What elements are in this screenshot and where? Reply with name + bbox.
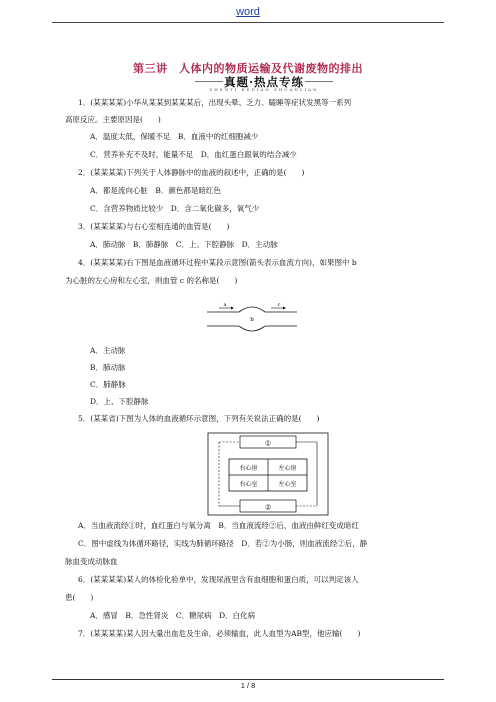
diagram2-label-1: ①	[264, 439, 272, 448]
question-1-line1: 1．(某某某某)小华从某某到某某某后，出现头晕、乏力、瞌睡等症状发黑等一系列	[78, 98, 352, 107]
question-6-line2: 患( )	[65, 593, 94, 602]
q1-options-ab: A．温度太低，保暖不足 B．血液中的红细胞减少	[90, 132, 259, 141]
question-3: 3．(某某某某)与右心室相连通的血管是( )	[78, 222, 230, 231]
q5-options-ab: A．当血液流经①时，血红蛋白与氧分离 B．当血液流经②后，血液由鲜红变成暗红	[78, 521, 359, 530]
banner-pinyin-text: ZHENTI REDIAN ZHUANLIAN	[209, 87, 319, 92]
q4-option-d: D．上、下腔静脉	[90, 397, 149, 406]
page-title: 第三讲 人体内的物质运输及代谢废物的排出	[133, 62, 363, 75]
q2-options-ab: A．都是流向心脏 B．颜色都是暗红色	[90, 186, 221, 195]
question-1	[78, 97, 351, 108]
vessel-diagram	[205, 302, 299, 336]
q4-option-a: A．主动脉	[90, 346, 126, 355]
diagram2-label-2: ②	[264, 503, 272, 512]
question-4-line2: 为心脏的左心房和左心室，则血管 c 的名称是( )	[65, 276, 238, 285]
question-4: 4．(某某某某)右下图是血液循环过程中某段示意图(箭头表示血流方向)，如果图中 b	[78, 258, 357, 267]
q2-options-cd: C．含营养物质比较少 D．含二氧化碳多，氧气少	[90, 204, 260, 213]
diagram2-left-ventricle: 左心室	[278, 481, 297, 488]
banner-right-line	[305, 81, 333, 82]
q5-options-cd-cont: 脉血变成动脉血	[65, 557, 118, 566]
question-7: 7．(某某某某)某人因大量出血危及生命，必须输血，此人血型为AB型，他应输( )	[78, 629, 361, 638]
question-2: 2．(某某某某)下列关于人体静脉中的血液的叙述中，正确的是( )	[78, 168, 305, 177]
circulation-diagram	[207, 432, 329, 516]
q5-options-cd: C．图中虚线为体循环路径，实线为肺循环路径 D．若②为小肠，则血液流经②后，静	[78, 539, 368, 548]
diagram2-right-ventricle: 右心室	[239, 481, 258, 488]
question-6: 6．(某某某某)某人的体检化验单中，发现尿液里含有血细胞和蛋白质，可以判定该人	[78, 575, 359, 584]
diagram1-label-b: b	[250, 317, 254, 323]
header-rule	[52, 22, 444, 23]
banner-main-text: 真题·热点专练	[223, 75, 304, 89]
question-5: 5．(某某省)下图为人体的血液循环示意图，下列有关说法正确的是( )	[78, 414, 320, 423]
q3-options: A．肺动脉 B．肺静脉 C．上、下腔静脉 D．主动脉	[90, 240, 278, 249]
footer-rule	[52, 679, 444, 680]
diagram1-label-c: c	[277, 302, 281, 308]
question-1-line2: 高原反应。主要原因是( )	[65, 115, 161, 124]
page-number: 1 / 8	[240, 681, 256, 690]
q6-options: A．感冒 B．急性肾炎 C．糖尿病 D．白化病	[90, 611, 256, 620]
q4-option-b: B．肺动脉	[90, 363, 126, 372]
section-banner	[205, 74, 323, 90]
q1-options-cd: C．营养补充不及时，能量不足 D．血红蛋白跟氧的结合减少	[90, 150, 297, 159]
diagram2-right-atrium: 右心房	[239, 465, 258, 472]
diagram1-label-a: a	[223, 302, 227, 308]
q4-option-c: C．肺静脉	[90, 380, 126, 389]
diagram2-left-atrium: 左心房	[278, 465, 297, 472]
header-word-link[interactable]: word	[236, 6, 260, 18]
